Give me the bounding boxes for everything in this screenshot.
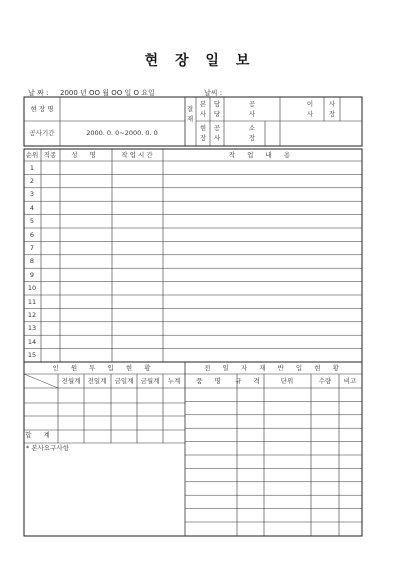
approval-role: 담 당 [213,100,221,118]
approval-role: 소 장 [248,124,256,142]
material-header: 규 격 [235,377,265,385]
period-value: 2000. 0. 0~2000. 0. 0 [86,129,158,137]
diagonal-line [24,374,58,388]
row-number: 1 [29,163,35,172]
work-header: 직종 [43,151,57,159]
manpower-title: 인 원 투 입 현 황 [52,364,156,372]
document-title: 현 장 일 보 [144,53,256,69]
material-header: 품 명 [196,377,226,385]
manpower-header: 전일계 [87,377,107,385]
row-number: 12 [27,310,37,319]
site-name-label: 현 장 명 [30,105,54,113]
material-header: 비고 [343,377,357,385]
work-table [24,149,362,362]
approval-role: 공 사 [248,100,256,118]
material-header: 단위 [280,377,294,385]
approval-label: 결 재 [186,105,194,123]
row-number: 14 [27,337,37,346]
date-value: 2000 년 OO 월 OO 일 O 요일 [60,89,155,97]
row-number: 4 [29,203,35,212]
date-label: 날 짜 : [28,89,49,97]
weather-label: 날씨 : [204,89,223,97]
hq-request-label: * 본사요구사항 [26,444,69,452]
row-number: 11 [27,297,37,306]
row-number: 10 [27,284,37,293]
approval-role: 본 사 [199,100,207,118]
approval-role: 사 장 [328,100,336,118]
manpower-header: 전월계 [61,377,81,385]
row-number: 3 [29,190,35,199]
period-label: 공사기간 [29,129,55,137]
work-header: 성 명 [71,151,101,159]
row-number: 5 [29,217,35,226]
total-label: 합 계 [25,431,55,439]
approval-role: 공 사 [213,124,221,142]
row-number: 15 [27,351,37,360]
manpower-header: 금월계 [140,377,160,385]
work-header: 순위 [25,151,39,159]
work-header: 작 업 시 간 [121,151,153,159]
row-number: 9 [29,270,35,279]
work-header: 작 업 내 용 [228,151,296,159]
manpower-header: 금일계 [114,377,134,385]
manpower-header: 누계 [167,377,181,385]
row-number: 13 [27,324,37,333]
row-number: 7 [29,243,35,252]
approval-role: 현 장 [199,124,207,142]
material-title: 전 일 자 재 반 입 현 황 [204,364,344,372]
approval-role: 이 사 [306,100,314,118]
row-number: 8 [29,257,35,266]
row-number: 6 [29,230,35,239]
material-header: 수량 [318,377,332,385]
row-number: 2 [29,176,35,185]
